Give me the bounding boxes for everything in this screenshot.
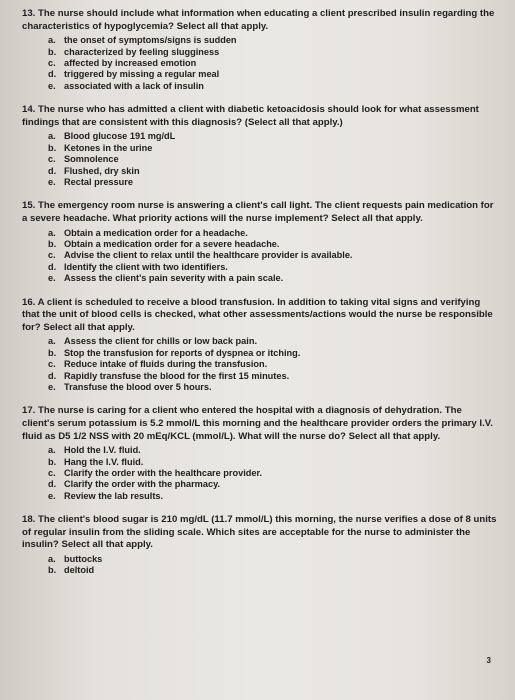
option-letter: a. bbox=[48, 445, 56, 456]
option-letter: e. bbox=[48, 382, 56, 393]
option-text: Assess the client for chills or low back pain. bbox=[64, 336, 257, 347]
answer-option bbox=[48, 445, 497, 456]
option-text: Obtain a medication order for a headache. bbox=[64, 227, 248, 238]
question-15 bbox=[22, 200, 497, 284]
answer-option bbox=[48, 47, 497, 58]
answer-option bbox=[48, 262, 497, 273]
question-text: 15. The emergency room nurse is answering a client's call light. The client requests pain medication for a severe headache. What priority actions will the nurse implement? Select all that apply. bbox=[22, 200, 494, 225]
answer-option bbox=[48, 382, 497, 393]
option-letter: d. bbox=[48, 370, 57, 381]
question-text: 18. The client's blood sugar is 210 mg/dL (11.7 mmol/L) this morning, the nurse verifies a dose of 8 units of regular insulin from the sliding scale. Which sites are acceptable for the nurse to administer the insulin? Select all that apply. bbox=[22, 514, 497, 551]
answer-option bbox=[48, 250, 497, 261]
question-14 bbox=[22, 104, 497, 188]
option-letter: c. bbox=[48, 58, 56, 68]
option-letter: b. bbox=[48, 239, 57, 250]
answer-option bbox=[48, 336, 497, 347]
option-letter: a. bbox=[48, 227, 56, 238]
answer-option bbox=[48, 554, 497, 565]
option-letter: d. bbox=[48, 165, 57, 176]
page-number: 3 bbox=[486, 656, 491, 665]
option-letter: b. bbox=[48, 46, 57, 57]
option-letter: c. bbox=[48, 154, 56, 165]
option-letter: a. bbox=[48, 131, 56, 142]
answer-option bbox=[48, 131, 497, 142]
answer-option bbox=[48, 359, 497, 370]
question-text: 14. The nurse who has admitted a client with diabetic ketoacidosis should look for what assessment findings that are consistent with this diagnosis? (Select all that apply.) bbox=[22, 104, 479, 128]
option-text: Assess the client's pain severity with a pain scale. bbox=[64, 273, 284, 284]
answer-option bbox=[48, 143, 497, 154]
option-letter: d. bbox=[48, 69, 57, 80]
option-list bbox=[22, 336, 497, 393]
option-text: Obtain a medication order for a severe headache. bbox=[64, 239, 280, 250]
option-list bbox=[22, 445, 497, 502]
option-text: characterized by feeling slugginess bbox=[64, 46, 220, 57]
option-list bbox=[22, 35, 497, 92]
option-letter: e. bbox=[48, 273, 56, 284]
option-text: Somnolence bbox=[64, 154, 119, 165]
option-text: Review the lab results. bbox=[64, 490, 164, 501]
option-list bbox=[22, 228, 497, 285]
option-letter: c. bbox=[48, 250, 56, 261]
answer-option bbox=[48, 491, 497, 502]
answer-option bbox=[48, 273, 497, 284]
option-text: Hold the I.V. fluid. bbox=[64, 445, 141, 456]
option-text: Rectal pressure bbox=[64, 177, 133, 188]
option-text: Transfuse the blood over 5 hours. bbox=[64, 382, 212, 393]
answer-option bbox=[48, 348, 497, 359]
answer-option bbox=[48, 177, 497, 188]
option-text: Clarify the order with the healthcare provider. bbox=[64, 468, 263, 479]
option-letter: c. bbox=[48, 359, 56, 370]
question-text: 17. The nurse is caring for a client who entered the hospital with a diagnosis of dehydration. The client's serum potassium is 5.2 mmol/L this morning and the healthcare provider orders the primary I.V. fluid as D5 1/2 NSS with 20 mEq/KCL (mmol/L). What will the nurse do? Select all that apply. bbox=[22, 405, 493, 442]
option-letter: d. bbox=[48, 261, 57, 272]
question-13 bbox=[22, 8, 497, 92]
option-text: triggered by missing a regular meal bbox=[64, 69, 220, 80]
answer-option bbox=[48, 166, 497, 177]
option-text: deltoid bbox=[64, 565, 95, 576]
answer-option bbox=[48, 81, 497, 92]
answer-option bbox=[48, 69, 497, 80]
question-list bbox=[22, 8, 497, 577]
option-text: Reduce intake of fluids during the transfusion. bbox=[64, 359, 268, 370]
option-text: Blood glucose 191 mg/dL bbox=[64, 131, 176, 142]
option-letter: a. bbox=[48, 336, 56, 347]
option-text: Identify the client with two identifiers. bbox=[64, 261, 228, 272]
answer-option bbox=[48, 565, 497, 576]
answer-option bbox=[48, 479, 497, 490]
option-text: Ketones in the urine bbox=[64, 142, 153, 153]
answer-option bbox=[48, 35, 497, 46]
option-list bbox=[22, 554, 497, 577]
option-text: buttocks bbox=[64, 554, 103, 565]
question-18 bbox=[22, 514, 497, 577]
option-letter: c. bbox=[48, 468, 56, 479]
answer-option bbox=[48, 371, 497, 382]
answer-option bbox=[48, 468, 497, 479]
answer-option bbox=[48, 457, 497, 468]
option-letter: b. bbox=[48, 347, 57, 358]
answer-option bbox=[48, 58, 497, 69]
option-text: affected by increased emotion bbox=[64, 58, 197, 68]
option-letter: e. bbox=[48, 80, 56, 91]
question-text: 13. The nurse should include what information when educating a client prescribed insulin regarding the characteristics of hypoglycemia? Select all that apply. bbox=[22, 8, 495, 32]
option-list bbox=[22, 131, 497, 188]
option-text: Flushed, dry skin bbox=[64, 165, 140, 176]
option-letter: a. bbox=[48, 35, 56, 46]
option-text: Advise the client to relax until the healthcare provider is available. bbox=[64, 250, 353, 261]
answer-option bbox=[48, 154, 497, 165]
answer-option bbox=[48, 239, 497, 250]
option-letter: b. bbox=[48, 456, 57, 467]
option-text: the onset of symptoms/signs is sudden bbox=[64, 35, 237, 46]
option-text: Rapidly transfuse the blood for the first 15 minutes. bbox=[64, 370, 290, 381]
option-letter: e. bbox=[48, 177, 56, 188]
question-17 bbox=[22, 405, 497, 502]
option-letter: d. bbox=[48, 479, 57, 490]
option-text: Hang the I.V. fluid. bbox=[64, 456, 144, 467]
option-text: Stop the transfusion for reports of dyspnea or itching. bbox=[64, 347, 301, 358]
option-letter: a. bbox=[48, 554, 56, 565]
answer-option bbox=[48, 228, 497, 239]
question-16 bbox=[22, 297, 497, 394]
option-letter: b. bbox=[48, 565, 57, 576]
option-letter: e. bbox=[48, 490, 56, 501]
option-letter: b. bbox=[48, 142, 57, 153]
option-text: associated with a lack of insulin bbox=[64, 80, 204, 91]
question-text: 16. A client is scheduled to receive a blood transfusion. In addition to taking vital signs and verifying that the unit of blood cells is checked, what other assessments/actions would the nurse be responsible for? Select all that apply. bbox=[22, 296, 493, 333]
option-text: Clarify the order with the pharmacy. bbox=[64, 479, 221, 490]
